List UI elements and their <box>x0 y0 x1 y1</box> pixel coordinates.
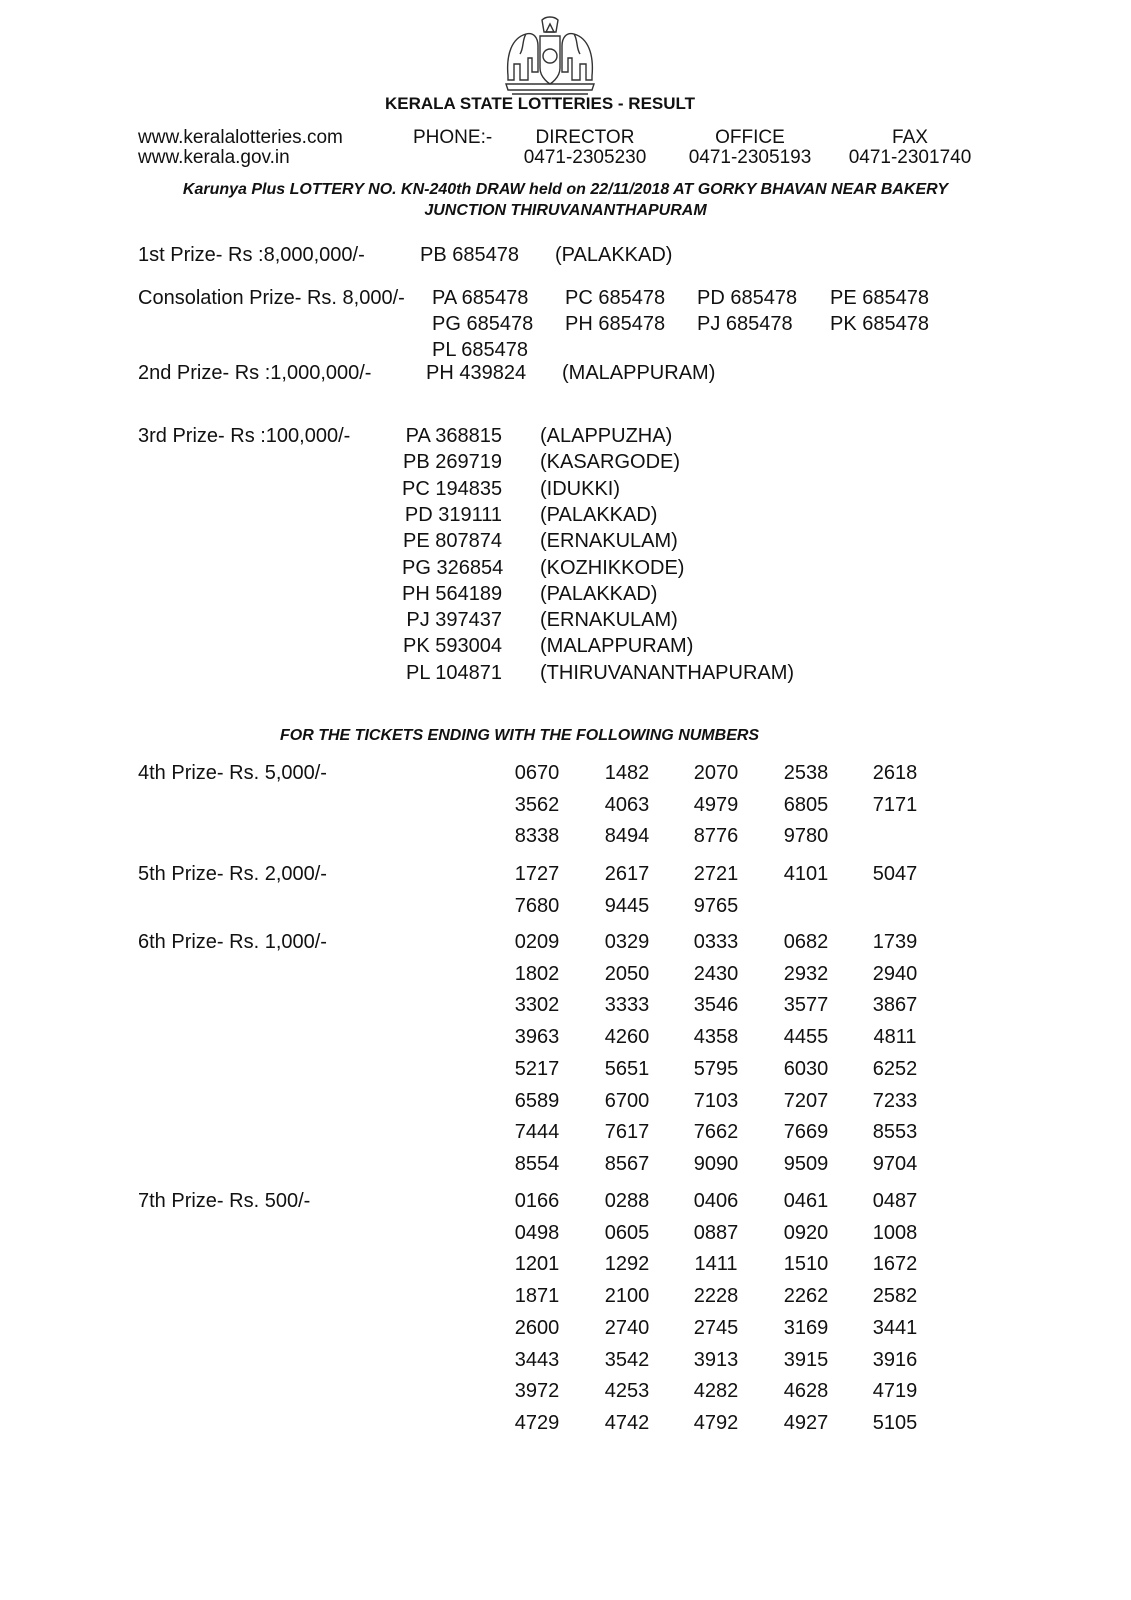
prize-number: 4979 <box>693 793 739 816</box>
prize-number: 1871 <box>514 1285 560 1308</box>
prize-number: 2538 <box>783 762 829 784</box>
page-title: KERALA STATE LOTTERIES - RESULT <box>384 94 696 113</box>
prize-number: 3562 <box>514 793 560 816</box>
prize-number: 3963 <box>514 1026 560 1049</box>
prize-number: 1292 <box>604 1253 650 1276</box>
prize-number: 3169 <box>783 1316 829 1339</box>
prize-number: 8554 <box>514 1152 560 1175</box>
third-prize-ticket: PH 564189 <box>402 582 503 605</box>
prize-number: 7680 <box>514 894 560 917</box>
prize-number: 4719 <box>872 1380 918 1403</box>
prize-number: 0288 <box>604 1190 650 1212</box>
prize-number: 6700 <box>604 1089 650 1112</box>
third-prize-ticket: PJ 397437 <box>406 609 502 632</box>
website-link-kerala-lotteries[interactable]: www.keralalotteries.com <box>138 127 343 148</box>
prize-number: 3443 <box>514 1348 560 1371</box>
draw-info-line1: Karunya Plus LOTTERY NO. KN-240th DRAW held on 22/11/2018 AT GORKY BHAVAN NEAR BAKERY <box>182 181 949 198</box>
third-prize-ticket: PE 807874 <box>403 530 502 553</box>
first-prize-place: (PALAKKAD) <box>555 244 673 266</box>
prize-number: 7669 <box>783 1121 829 1144</box>
prize-number: 1201 <box>514 1253 560 1276</box>
prize-number: 4742 <box>604 1411 650 1434</box>
prize-number: 5217 <box>514 1057 560 1080</box>
prize-number: 3441 <box>872 1316 918 1339</box>
third-prize-ticket: PA 368815 <box>405 425 502 447</box>
prize-number: 8567 <box>604 1152 650 1175</box>
prize-number: 2618 <box>872 762 918 784</box>
third-prize-place: (PALAKKAD) <box>540 582 658 605</box>
prize-number: 1739 <box>872 931 918 953</box>
prize-number: 3333 <box>604 994 650 1017</box>
third-prize-place: (KOZHIKKODE) <box>540 556 685 579</box>
prize-number: 0209 <box>514 931 560 953</box>
fourth-prize-label: 4th Prize- Rs. 5,000/- <box>138 762 327 784</box>
prize-number: 0166 <box>514 1190 560 1212</box>
prize-number: 2070 <box>693 762 739 784</box>
consolation-ticket: PJ 685478 <box>697 313 793 335</box>
prize-number: 4358 <box>693 1026 739 1049</box>
third-prize-label: 3rd Prize- Rs :100,000/- <box>138 425 351 447</box>
prize-number: 1411 <box>694 1253 738 1276</box>
prize-number: 2050 <box>604 962 650 985</box>
prize-number: 4282 <box>693 1380 739 1403</box>
prize-number: 6252 <box>872 1057 918 1080</box>
first-prize-ticket: PB 685478 <box>420 244 519 266</box>
third-prize-ticket: PK 593004 <box>403 635 502 658</box>
sixth-prize-label: 6th Prize- Rs. 1,000/- <box>138 931 327 953</box>
prize-number: 0487 <box>872 1190 918 1212</box>
prize-number: 4811 <box>873 1026 917 1049</box>
prize-number: 0461 <box>783 1190 829 1212</box>
prize-number: 4927 <box>783 1411 829 1434</box>
director-label: DIRECTOR <box>535 127 635 148</box>
prize-number: 4628 <box>783 1380 829 1403</box>
prize-number: 1672 <box>872 1253 918 1276</box>
prize-number: 2100 <box>604 1285 650 1308</box>
prize-number: 7103 <box>693 1089 739 1112</box>
prize-number: 8553 <box>872 1121 918 1144</box>
prize-number: 1727 <box>514 863 560 885</box>
prize-number: 4253 <box>604 1380 650 1403</box>
prize-number: 1510 <box>783 1253 829 1276</box>
third-prize-place: (IDUKKI) <box>540 477 620 500</box>
fax-label: FAX <box>892 127 928 148</box>
prize-number: 5047 <box>872 863 918 885</box>
third-prize-place: (ERNAKULAM) <box>540 609 678 632</box>
prize-number: 6805 <box>783 793 829 816</box>
prize-number: 2262 <box>783 1285 829 1308</box>
prize-number: 3577 <box>783 994 829 1017</box>
prize-number: 5795 <box>693 1057 739 1080</box>
prize-number: 3302 <box>514 994 560 1017</box>
prize-number: 3867 <box>872 994 918 1017</box>
prize-number: 0605 <box>604 1221 650 1244</box>
prize-number: 0887 <box>693 1221 739 1244</box>
prize-number: 4260 <box>604 1026 650 1049</box>
prize-number: 2617 <box>604 863 650 885</box>
second-prize-label: 2nd Prize- Rs :1,000,000/- <box>138 362 372 384</box>
consolation-ticket: PH 685478 <box>565 313 666 335</box>
prize-number: 9509 <box>783 1152 829 1175</box>
prize-number: 9090 <box>693 1152 739 1175</box>
prize-number: 9765 <box>693 894 739 917</box>
prize-number: 3913 <box>693 1348 739 1371</box>
prize-number: 0333 <box>693 931 739 953</box>
prize-number: 0329 <box>604 931 650 953</box>
prize-number: 4792 <box>693 1411 739 1434</box>
prize-number: 8494 <box>604 825 650 848</box>
consolation-ticket: PL 685478 <box>432 339 529 361</box>
prize-number: 0498 <box>514 1221 560 1244</box>
prize-number: 1802 <box>514 962 560 985</box>
prize-number: 9780 <box>783 825 829 848</box>
prize-number: 2582 <box>872 1285 918 1308</box>
prize-number: 0406 <box>693 1190 739 1212</box>
prize-number: 0670 <box>514 762 560 784</box>
prize-number: 3915 <box>783 1348 829 1371</box>
prize-number: 1008 <box>872 1221 918 1244</box>
prize-number: 8776 <box>693 825 739 848</box>
prize-number: 1482 <box>604 762 650 784</box>
third-prize-ticket: PB 269719 <box>403 451 502 474</box>
prize-number: 4455 <box>783 1026 829 1049</box>
third-prize-place: (ERNAKULAM) <box>540 530 678 553</box>
prize-number: 7617 <box>604 1121 650 1144</box>
prize-number: 2740 <box>604 1316 650 1339</box>
phone-label: PHONE:- <box>413 127 493 148</box>
prize-number: 3542 <box>604 1348 650 1371</box>
consolation-ticket: PE 685478 <box>830 287 929 309</box>
office-phone: 0471-2305193 <box>688 147 812 168</box>
prize-number: 3972 <box>514 1380 560 1403</box>
second-prize-place: (MALAPPURAM) <box>562 362 716 384</box>
prize-number: 2600 <box>514 1316 560 1339</box>
prize-number: 5651 <box>604 1057 650 1080</box>
third-prize-place: (ALAPPUZHA) <box>540 425 673 447</box>
prize-number: 7662 <box>693 1121 739 1144</box>
consolation-ticket: PG 685478 <box>432 313 534 335</box>
second-prize-ticket: PH 439824 <box>426 362 527 384</box>
office-label: OFFICE <box>715 127 785 148</box>
website-link-kerala-gov[interactable]: www.kerala.gov.in <box>138 147 290 168</box>
prize-number: 5105 <box>872 1411 918 1434</box>
kerala-emblem-icon <box>502 14 598 96</box>
prize-number: 0920 <box>783 1221 829 1244</box>
prize-number: 6030 <box>783 1057 829 1080</box>
prize-number: 2940 <box>872 962 918 985</box>
fax-phone: 0471-2301740 <box>848 147 972 168</box>
prize-number: 9704 <box>872 1152 918 1175</box>
draw-info-line2: JUNCTION THIRUVANANTHAPURAM <box>424 202 707 219</box>
prize-number: 6589 <box>514 1089 560 1112</box>
prize-number: 3916 <box>872 1348 918 1371</box>
first-prize-label: 1st Prize- Rs :8,000,000/- <box>138 244 365 266</box>
third-prize-place: (PALAKKAD) <box>540 503 658 526</box>
prize-number: 4729 <box>514 1411 560 1434</box>
prize-number: 4063 <box>604 793 650 816</box>
director-phone: 0471-2305230 <box>523 147 647 168</box>
consolation-ticket: PK 685478 <box>830 313 929 335</box>
third-prize-ticket: PD 319111 <box>404 503 502 526</box>
prize-number: 7233 <box>872 1089 918 1112</box>
third-prize-ticket: PC 194835 <box>402 477 503 500</box>
prize-number: 2228 <box>693 1285 739 1308</box>
prize-number: 2932 <box>783 962 829 985</box>
third-prize-place: (KASARGODE) <box>540 451 681 474</box>
prize-number: 7444 <box>514 1121 560 1144</box>
consolation-ticket: PC 685478 <box>565 287 666 309</box>
seventh-prize-label: 7th Prize- Rs. 500/- <box>138 1190 311 1212</box>
prize-number: 7207 <box>783 1089 829 1112</box>
prize-number: 0682 <box>783 931 829 953</box>
prize-number: 7171 <box>872 793 918 816</box>
consolation-ticket: PA 685478 <box>432 287 529 309</box>
prize-number: 2745 <box>693 1316 739 1339</box>
prize-number: 2721 <box>693 863 739 885</box>
ending-numbers-heading: FOR THE TICKETS ENDING WITH THE FOLLOWING NUMBERS <box>280 727 760 744</box>
consolation-ticket: PD 685478 <box>697 287 798 309</box>
third-prize-place: (MALAPPURAM) <box>540 635 694 658</box>
prize-number: 4101 <box>783 863 829 885</box>
consolation-prize-label: Consolation Prize- Rs. 8,000/- <box>138 287 405 309</box>
third-prize-ticket: PG 326854 <box>402 556 504 579</box>
third-prize-place: (THIRUVANANTHAPURAM) <box>540 661 795 684</box>
third-prize-ticket: PL 104871 <box>405 661 502 684</box>
prize-number: 2430 <box>693 962 739 985</box>
fifth-prize-label: 5th Prize- Rs. 2,000/- <box>138 863 327 885</box>
prize-number: 3546 <box>693 994 739 1017</box>
prize-number: 9445 <box>604 894 650 917</box>
prize-number: 8338 <box>514 825 560 848</box>
